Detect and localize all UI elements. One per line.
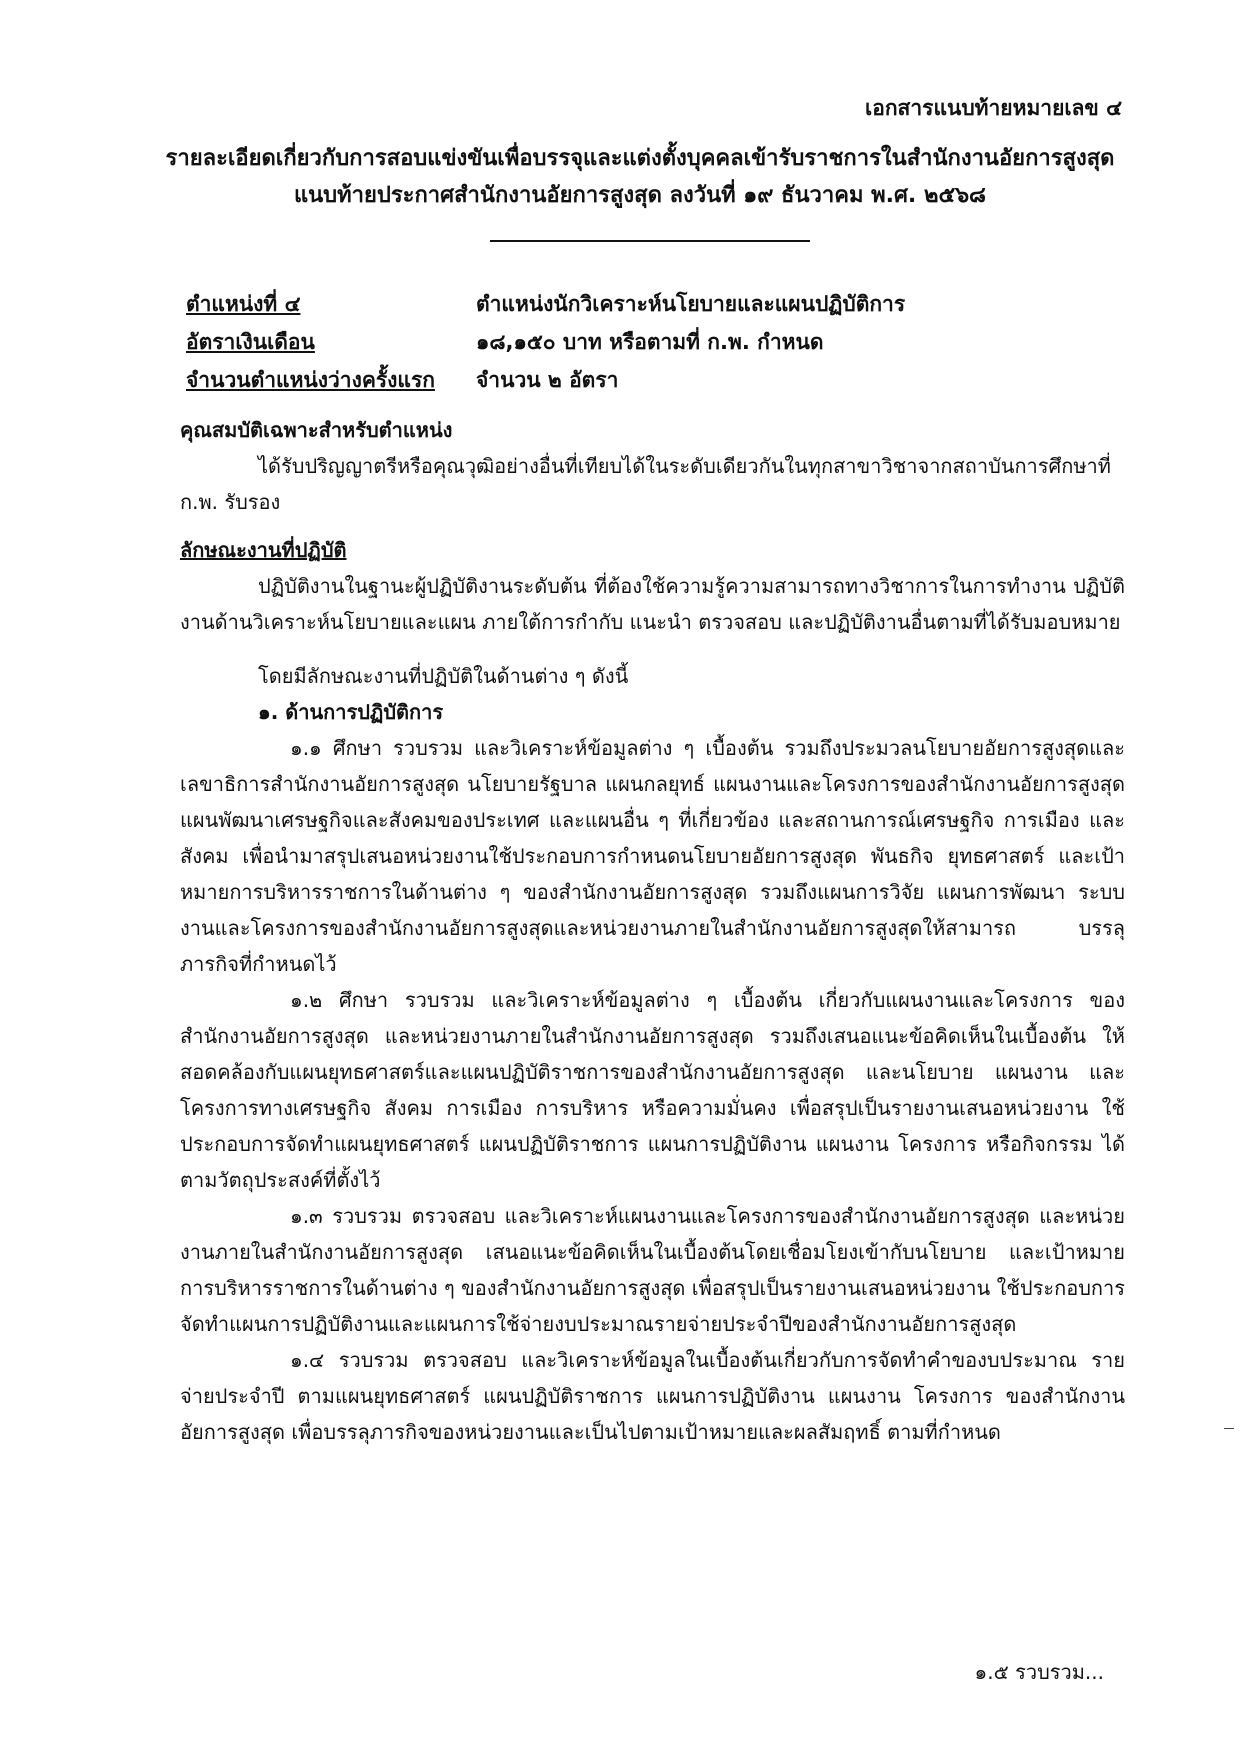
attachment-label: เอกสารแนบท้ายหมายเลข ๔ [865,96,1122,120]
vacancy-label: จำนวนตำแหน่งว่างครั้งแรก [186,367,435,392]
item-1-4: ๑.๔ รวบรวม ตรวจสอบ และวิเคราะห์ข้อมูลในเบื้องต้นเกี่ยวกับการจัดทำคำของบประมาณ รายจ่ายประจำปี ตามแผนยุทธศาสตร์ แผนปฏิบัติราชการ แผนการปฏิบัติงาน แผนงาน โครงการ ของสำนักงานอัยการสูงสุด เพื่อบรรลุภารกิจของหน่วยงานและเป็นไปตามเป้าหมายและผลสัมฤทธิ์ ตามที่กำหนด [180,1348,1125,1444]
job-nature-intro: โดยมีลักษณะงานที่ปฏิบัติในด้านต่าง ๆ ดังนี้ [258,664,629,688]
scan-margin-mark [1224,1428,1234,1429]
section-1-heading: ๑. ด้านการปฏิบัติการ [258,700,444,724]
salary-row [186,323,905,361]
job-nature-text: ปฏิบัติงานในฐานะผู้ปฏิบัติงานระดับต้น ที่ต้องใช้ความรู้ความสามารถทางวิชาการในการทำงาน ปฏิบัติงานด้านวิเคราะห์นโยบายและแผน ภายใต้การกำกับ แนะนำ ตรวจสอบ และปฏิบัติงานอื่นตามที่ได้รับมอบหมาย [180,574,1125,634]
qualifications-text: ได้รับปริญญาตรีหรือคุณวุฒิอย่างอื่นที่เทียบได้ในระดับเดียวกันในทุกสาขาวิชาจากสถาบันการศึกษาที่ ก.พ. รับรอง [180,454,1111,514]
qualifications-heading: คุณสมบัติเฉพาะสำหรับตำแหน่ง [180,418,453,442]
title-line-2: แนบท้ายประกาศสำนักงานอัยการสูงสุด ลงวันที่ ๑๙ ธันวาคม พ.ศ. ๒๕๖๘ [293,183,987,208]
position-number-row [186,285,905,323]
vacancy-row [186,361,905,399]
document-body [180,412,1125,1450]
item-1-3: ๑.๓ รวบรวม ตรวจสอบ และวิเคราะห์แผนงานและโครงการของสำนักงานอัยการสูงสุด และหน่วยงานภายในสำนักงานอัยการสูงสุด เสนอแนะข้อคิดเห็นในเบื้องต้นโดยเชื่อมโยงเข้ากับนโยบาย และเป้าหมายการบริหารราชการในด้านต่าง ๆ ของสำนักงานอัยการสูงสุด เพื่อสรุปเป็นรายงานเสนอหน่วยงาน ใช้ประกอบการจัดทำแผนการปฏิบัติงานและแผนการใช้จ่ายงบประมาณรายจ่ายประจำปีของสำนักงานอัยการสูงสุด [180,1204,1125,1336]
item-1-2: ๑.๒ ศึกษา รวบรวม และวิเคราะห์ข้อมูลต่าง ๆ เบื้องต้น เกี่ยวกับแผนงานและโครงการ ของสำนักงานอัยการสูงสุด และหน่วยงานภายในสำนักงานอัยการสูงสุด รวมถึงเสนอแนะข้อคิดเห็นในเบื้องต้น ให้สอดคล้องกับแผนยุทธศาสตร์และแผนปฏิบัติราชการของสำนักงานอัยการสูงสุด และนโยบาย แผนงาน และโครงการทางเศรษฐกิจ สังคม การเมือง การบริหาร หรือความมั่นคง เพื่อสรุปเป็นรายงานเสนอหน่วยงาน ใช้ประกอบการจัดทำแผนยุทธศาสตร์ แผนปฏิบัติราชการ แผนการปฏิบัติงาน แผนงาน โครงการ หรือกิจกรรม ได้ตามวัตถุประสงค์ที่ตั้งไว้ [180,988,1125,1192]
salary-label: อัตราเงินเดือน [186,329,315,354]
vacancy-value: จำนวน ๒ อัตรา [476,367,619,392]
salary-value: ๑๘,๑๕๐ บาท หรือตามที่ ก.พ. กำหนด [476,329,824,354]
job-nature-heading: ลักษณะงานที่ปฏิบัติ [180,538,347,562]
title-line-1: รายละเอียดเกี่ยวกับการสอบแข่งขันเพื่อบรรจุและแต่งตั้งบุคคลเข้ารับราชการในสำนักงานอัยการสูงสุด [165,146,1115,171]
item-1-1: ๑.๑ ศึกษา รวบรวม และวิเคราะห์ข้อมูลต่าง ๆ เบื้องต้น รวมถึงประมวลนโยบายอัยการสูงสุดและเลขาธิการสำนักงานอัยการสูงสุด นโยบายรัฐบาล แผนกลยุทธ์ แผนงานและโครงการของสำนักงานอัยการสูงสุด แผนพัฒนาเศรษฐกิจและสังคมของประเทศ และแผนอื่น ๆ ที่เกี่ยวข้อง และสถานการณ์เศรษฐกิจ การเมือง และสังคม เพื่อนำมาสรุปเสนอหน่วยงานใช้ประกอบการกำหนดนโยบายอัยการสูงสุด พันธกิจ ยุทธศาสตร์ และเป้าหมายการบริหารราชการในด้านต่าง ๆ ของสำนักงานอัยการสูงสุด รวมถึงแผนการวิจัย แผนการพัฒนา ระบบงานและโครงการของสำนักงานอัยการสูงสุดและหน่วยงานภายในสำนักงานอัยการสูงสุดให้สามารถ บรรลุภารกิจที่กำหนดไว้ [180,736,1125,976]
position-details [186,285,905,399]
title-divider [490,240,810,242]
continuation-marker: ๑.๕ รวบรวม... [974,1660,1104,1684]
position-number-label: ตำแหน่งที่ ๔ [186,291,301,316]
position-number-value: ตำแหน่งนักวิเคราะห์นโยบายและแผนปฏิบัติการ [476,291,906,316]
document-title [160,140,1120,214]
